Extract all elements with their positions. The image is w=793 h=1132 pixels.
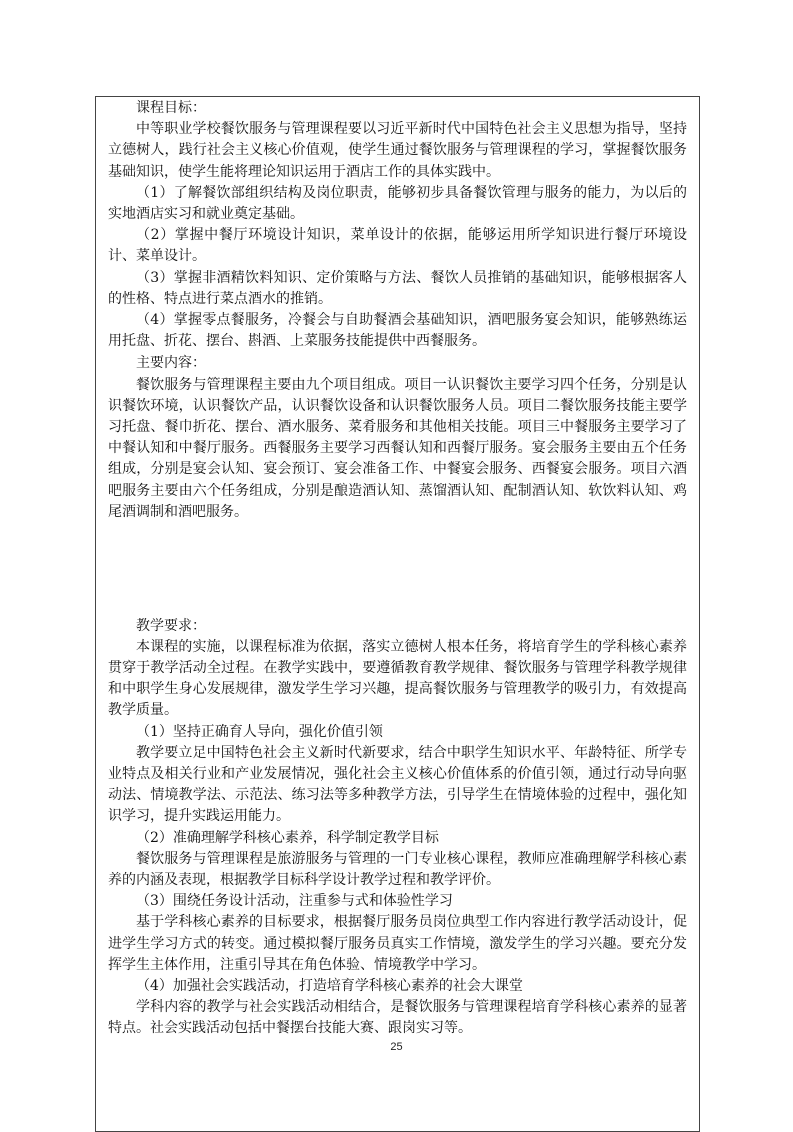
goal-item-1: （1）了解餐饮部组织结构及岗位职责，能够初步具备餐饮管理与服务的能力，为以后的实地酒店实习和就业奠定基础。 — [108, 184, 687, 223]
requirements-heading: 教学要求： — [136, 617, 206, 634]
requirement-body-1: 教学要立足中国特色社会主义新时代新要求，结合中职学生知识水平、年龄特征、所学专业特点及相关行业和产业发展情况，强化社会主义核心价值体系的价值引领，通过行动导向驱动法、情境教学法、示范法、练习法等多种教学方法，引导学生在情境体验的过程中，强化知识学习，提升实践运用能力。 — [108, 744, 687, 825]
requirement-body-2: 餐饮服务与管理课程是旅游服务与管理的一门专业核心课程，教师应准确理解学科核心素养的内涵及表现，根据教学目标科学设计教学过程和教学评价。 — [108, 850, 687, 888]
requirement-title-3: （3）围绕任务设计活动，注重参与式和体验性学习 — [136, 893, 453, 910]
goals-row — [96, 97, 700, 353]
requirement-body-4: 学科内容的教学与社会实践活动相结合，是餐饮服务与管理课程培育学科核心素养的显著特点。社会实践活动包括中餐摆台技能大赛、跟岗实习等。 — [108, 999, 687, 1037]
syllabus-table — [95, 96, 700, 1132]
goal-item-4: （4）掌握零点餐服务，冷餐会与自助餐酒会基础知识，酒吧服务宴会知识，能够熟练运用托盘、折花、摆台、斟酒、上菜服务技能提供中西餐服务。 — [108, 312, 687, 350]
content-cell — [96, 352, 700, 523]
goals-cell — [96, 97, 700, 353]
goal-item-2: （2）掌握中餐厅环境设计知识，菜单设计的依据，能够运用所学知识进行餐厅环境设计、菜单设计。 — [108, 227, 687, 265]
goals-heading: 课程目标： — [136, 100, 206, 116]
requirement-title-1: （1）坚持正确育人导向，强化价值引领 — [136, 723, 383, 740]
goal-item-3: （3）掌握非酒精饮料知识、定价策略与方法、餐饮人员推销的基础知识，能够根据客人的性格、特点进行菜点酒水的推销。 — [108, 269, 687, 307]
requirements-intro: 本课程的实施，以课程标准为依据，落实立德树人根本任务，将培育学生的学科核心素养贯穿于教学活动全过程。在教学实践中，要遵循教育教学规律、餐饮服务与管理学科教学规律和中职学生身心发展规律，激发学生学习兴趣，提高餐饮服务与管理教学的吸引力，有效提高教学质量。 — [108, 638, 687, 719]
content-body: 餐饮服务与管理课程主要由九个项目组成。项目一认识餐饮主要学习四个任务，分别是认识餐饮环境，认识餐饮产品，认识餐饮设备和认识餐饮服务人员。项目二餐饮服务技能主要学习托盘、餐巾折花、摆台、酒水服务、菜肴服务和其他相关技能。项目三中餐服务主要学习了中餐认知和中餐厅服务。西餐服务主要学习西餐认知和西餐厅服务。宴会服务主要由五个任务组成，分别是宴会认知、宴会预订、宴会准备工作、中餐宴会服务、西餐宴会服务。项目六酒吧服务主要由六个任务组成，分别是酿造酒认知、蒸馏酒认知、配制酒认知、软饮料认知、鸡尾酒调制和酒吧服务。 — [108, 376, 687, 520]
content-heading: 主要内容： — [136, 355, 206, 372]
requirement-title-4: （4）加强社会实践活动，打造培育学科核心素养的社会大课堂 — [136, 977, 523, 994]
content-row — [96, 352, 700, 523]
page-number: 25 — [390, 1041, 403, 1053]
goals-intro: 中等职业学校餐饮服务与管理课程要以习近平新时代中国特色社会主义思想为指导，坚持立德树人，践行社会主义核心价值观，使学生通过餐饮服务与管理课程的学习，掌握餐饮服务基础知识，使学生能将理论知识运用于酒店工作的具体实践中。 — [108, 121, 687, 180]
requirement-body-3: 基于学科核心素养的目标要求，根据餐厅服务员岗位典型工作内容进行教学活动设计，促进学生学习方式的转变。通过模拟餐厅服务员真实工作情境，激发学生的学习兴趣。要充分发挥学生主体作用，注重引导其在角色体验、情境教学中学习。 — [108, 914, 687, 973]
requirement-title-2: （2）准确理解学科核心素养，科学制定教学目标 — [136, 829, 439, 846]
